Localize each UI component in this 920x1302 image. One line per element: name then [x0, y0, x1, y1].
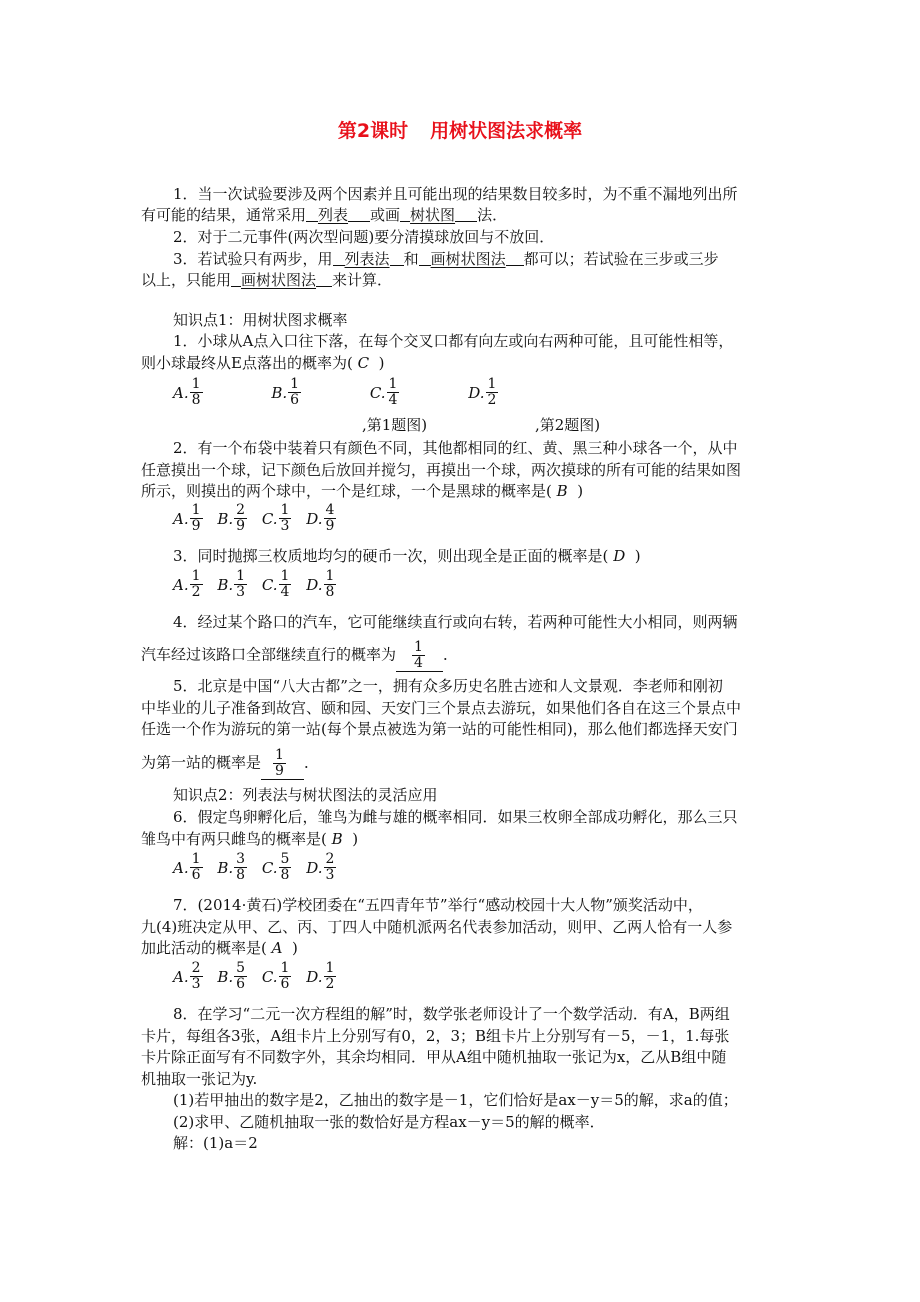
q2-line-3: 所示，则摸出的两个球中，一个是红球，一个是黑球的概率是( B ) — [141, 482, 584, 500]
q7-line-3: 加此活动的概率是( A ) — [141, 939, 298, 957]
q4-line-1: 4．经过某个路口的汽车，它可能继续直行或向右转，若两种可能性大小相同，则两辆 — [173, 613, 738, 631]
q8-line-2: 卡片，每组各3张，A组卡片上分别写有0，2，3；B组卡片上分别写有－5，－1，1.每张 — [141, 1027, 730, 1045]
figure-caption-1: ,第1题图) — [362, 416, 428, 434]
q8-part-2: (2)求甲、乙随机抽取一张的数恰好是方程ax－y＝5的解的概率． — [173, 1113, 605, 1131]
page-title — [0, 116, 920, 143]
intro-line-5: 以上，只能用 画树状图法 来计算． — [141, 271, 393, 289]
option-a: A. $\frac{1}{2}$ — [173, 568, 201, 600]
option-b: B. $\frac{3}{8}$ — [217, 851, 246, 883]
q5-line-4: 为第一站的概率是 $\frac{1}{9}$ ． — [141, 747, 319, 779]
answer-blank-4: 画树状图法 — [430, 250, 506, 268]
q1-options — [173, 377, 498, 408]
option-a: A. $\frac{1}{6}$ — [173, 851, 201, 883]
figure-caption-2: ,第2题图) — [535, 416, 601, 434]
option-a: A. $\frac{1}{9}$ — [173, 502, 201, 534]
q3-line-1: 3．同时抛掷三枚质地均匀的硬币一次，则出现全是正面的概率是( D ) — [173, 547, 641, 565]
intro-line-1: 1．当一次试验要涉及两个因素并且可能出现的结果数目较多时，为不重不漏地列出所 — [173, 185, 738, 203]
q6-line-2: 雏鸟中有两只雌鸟的概率是( B ) — [141, 830, 359, 848]
q4-line-2: 汽车经过该路口全部继续直行的概率为 $\frac{1}{4}$ ． — [141, 639, 458, 671]
q8-line-3: 卡片除正面写有不同数字外，其余均相同．甲从A组中随机抽取一张记为x，乙从B组中随 — [141, 1048, 727, 1066]
q1-line-1: 1．小球从A点入口往下落，在每个交叉口都有向左或向右两种可能，且可能性相等， — [173, 332, 734, 350]
q5-line-1: 5．北京是中国“八大古都”之一，拥有众多历史名胜古迹和人文景观．李老师和刚初 — [173, 677, 723, 695]
q8-solution: 解：(1)a＝2 — [173, 1134, 258, 1152]
lesson-topic: 用树状图法求概率 — [430, 120, 583, 142]
q7-line-1: 7．(2014·黄石)学校团委在“五四青年节”举行“感动校园十大人物”颁奖活动中， — [173, 896, 703, 914]
option-b: B. $\frac{1}{6}$ — [271, 376, 300, 408]
q2-line-2: 任意摸出一个球，记下颜色后放回并搅匀，再摸出一个球，两次摸球的所有可能的结果如图 — [141, 461, 742, 479]
answer-blank-1: 列表 — [318, 206, 349, 224]
option-d: D. $\frac{1}{8}$ — [306, 568, 335, 600]
q1-line-2: 则小球最终从E点落出的概率为( C ) — [141, 354, 385, 372]
intro-line-2: 有可能的结果，通常采用 列表 或画 树状图 法． — [141, 206, 508, 224]
q8-line-4: 机抽取一张记为y. — [141, 1070, 258, 1088]
q7-options — [173, 961, 336, 992]
q5-line-2: 中毕业的儿子准备到故宫、颐和园、天安门三个景点去游玩，如果他们各自在这三个景点中 — [141, 699, 742, 717]
option-c: C. $\frac{1}{4}$ — [369, 376, 398, 408]
q6-line-1: 6．假定鸟卵孵化后，雏鸟为雌与雄的概率相同．如果三枚卵全部成功孵化，那么三只 — [173, 808, 738, 826]
q2-answer: B — [556, 482, 568, 500]
q1-answer: C — [357, 354, 370, 372]
q6-options — [173, 852, 336, 883]
option-a: A. $\frac{2}{3}$ — [173, 960, 201, 992]
q8-part-1: (1)若甲抽出的数字是2，乙抽出的数字是－1，它们恰好是ax－y＝5的解，求a的值； — [173, 1091, 738, 1109]
answer-blank-5: 画树状图法 — [241, 271, 317, 289]
option-c: C. $\frac{5}{8}$ — [261, 851, 290, 883]
q2-line-1: 2．有一个布袋中装着只有颜色不同，其他都相同的红、黄、黑三种小球各一个，从中 — [173, 439, 738, 457]
option-d: D. $\frac{4}{9}$ — [306, 502, 335, 534]
q5-line-3: 任选一个作为游玩的第一站(每个景点被选为第一站的可能性相同)，那么他们都选择天安门 — [141, 720, 738, 738]
option-b: B. $\frac{5}{6}$ — [217, 960, 246, 992]
q7-answer: A — [271, 939, 283, 957]
option-c: C. $\frac{1}{3}$ — [261, 502, 290, 534]
option-d: D. $\frac{1}{2}$ — [468, 376, 497, 408]
lesson-number: 第2课时 — [337, 120, 409, 142]
intro-line-3: 2．对于二元事件(两次型问题)要分清摸球放回与不放回． — [173, 228, 555, 246]
option-c: C. $\frac{1}{6}$ — [261, 960, 290, 992]
section-heading-1: 知识点1：用树状图求概率 — [173, 311, 348, 329]
option-a: A. $\frac{1}{8}$ — [173, 376, 201, 408]
q7-line-2: 九(4)班决定从甲、乙、丙、丁四人中随机派两名代表参加活动，则甲、乙两人恰有一人参 — [141, 918, 733, 936]
q3-answer: D — [613, 547, 626, 565]
option-d: D. $\frac{2}{3}$ — [306, 851, 335, 883]
option-d: D. $\frac{1}{2}$ — [306, 960, 335, 992]
intro-line-4: 3．若试验只有两步，用 列表法 和 画树状图法 都可以；若试验在三步或三步 — [173, 250, 719, 268]
q3-options — [173, 569, 336, 600]
q2-options — [173, 503, 336, 534]
option-b: B. $\frac{2}{9}$ — [217, 502, 246, 534]
option-c: C. $\frac{1}{4}$ — [261, 568, 290, 600]
answer-blank-2: 树状图 — [410, 206, 456, 224]
section-heading-2: 知识点2：列表法与树状图法的灵活应用 — [173, 786, 438, 804]
q6-answer: B — [331, 830, 343, 848]
option-b: B. $\frac{1}{3}$ — [217, 568, 246, 600]
answer-blank-3: 列表法 — [344, 250, 390, 268]
q8-line-1: 8．在学习“二元一次方程组的解”时，数学张老师设计了一个数学活动．有A，B两组 — [173, 1005, 730, 1023]
